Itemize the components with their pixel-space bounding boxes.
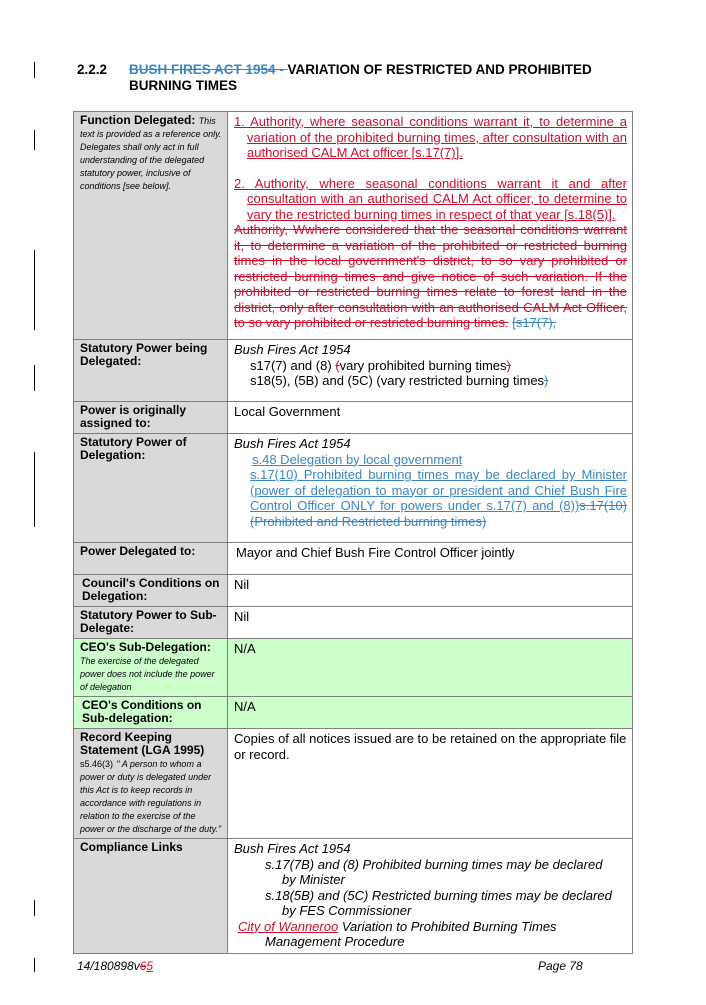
statutory-delegation-value: [228, 434, 633, 543]
delegation-ins-1: s.48 Delegation by local government: [252, 451, 463, 467]
section-heading: [77, 62, 632, 94]
compliance-link-3a[interactable]: Variation to Prohibited Burning Times: [338, 918, 557, 934]
statutory-delegation-label: Statutory Power of Delegation:: [74, 434, 228, 543]
doc-number-prefix: 14/180898v: [77, 959, 140, 973]
statutory-power-line2: s18(5), (5B) and (5C) (vary restricted burning times: [250, 373, 545, 388]
council-conditions-label: Council's Conditions on Delegation:: [74, 575, 228, 607]
ceo-sub-delegation-label-cell: [74, 639, 228, 697]
change-bar: [34, 900, 35, 916]
compliance-value: [228, 839, 633, 954]
change-bar: [34, 250, 35, 330]
heading-title-line2: BURNING TIMES: [129, 78, 237, 93]
delegation-del: s.17(10) (Prohibited and Restricted burning times): [250, 498, 627, 529]
statutory-power-value: [228, 340, 633, 402]
change-bar: [34, 452, 35, 527]
ceo-conditions-label: CEO's Conditions on Sub-delegation:: [74, 697, 228, 729]
ceo-sub-delegation-label: CEO's Sub-Delegation:: [80, 640, 211, 654]
row-power-originally: [74, 402, 633, 434]
change-bar: [34, 130, 35, 150]
power-delegated-to-value: Mayor and Chief Bush Fire Control Officer jointly: [228, 543, 633, 575]
sub-delegate-label: Statutory Power to Sub-Delegate:: [74, 607, 228, 639]
doc-number-deleted: 6: [139, 959, 147, 973]
row-ceo-sub-delegation: [74, 639, 633, 697]
deleted-paren: ): [544, 373, 549, 388]
compliance-act: Bush Fires Act 1954: [234, 841, 351, 856]
function-delegated-note: This text is provided as a reference only. Delegates shall only act in full understanding of the delegated statutory power, inclusive of conditions [see below].: [80, 116, 222, 191]
statutory-power-line1-text: vary prohibited burning times: [339, 357, 507, 373]
deleted-paren: ): [506, 357, 511, 373]
record-keeping-quote: " A person to whom a power or duty is delegated under this Act is to keep records in accordance with regulations in relation to the exercise of the power or the discharge of the duty.": [80, 759, 222, 834]
power-delegated-to-label: Power Delegated to:: [74, 543, 228, 575]
row-compliance: [74, 839, 633, 954]
function-delegated-label: Function Delegated:: [80, 113, 196, 127]
row-sub-delegate: [74, 607, 633, 639]
record-keeping-label: Record Keeping Statement (LGA 1995): [80, 730, 205, 757]
deleted-heading-text: BUSH FIRES ACT 1954 -: [129, 62, 288, 77]
row-ceo-conditions: [74, 697, 633, 729]
row-statutory-delegation: [74, 434, 633, 543]
row-statutory-power: [74, 340, 633, 402]
change-bar: [34, 958, 35, 972]
sub-delegate-value: Nil: [228, 607, 633, 639]
power-originally-value: Local Government: [228, 402, 633, 434]
function-item-2: 2. Authority, where seasonal conditions warrant it and after consultation with an authorised CALM Act officer, to determine to vary the restricted burning times in respect of that year [s.18(5)].: [234, 175, 627, 222]
change-bar: [34, 62, 35, 78]
function-deleted-text: Authority, Wwhere considered that the seasonal conditions warrant it, to determine a variation of the prohibited or restricted burning times in the local government's district, to so vary prohibited or restricted burning times and give notice of such variation. If the prohibited or restricted burning times relate to forest land in the district, only after consultation with an authorised CALM Act Officer, to so vary prohibited or restricted burning times.: [234, 222, 627, 330]
doc-number-inserted: 5: [146, 959, 154, 973]
delegation-ins-2: s.17(10) Prohibited burning times may be declared by Minister (power of delegation to mayor or president and Chief Bush Fire Control Officer ONLY for powers under s.17(7) and (8)): [250, 467, 627, 513]
compliance-link-2a[interactable]: s.18(5B) and (5C) Restricted burning times may be declared: [265, 887, 612, 903]
council-conditions-value: Nil: [228, 575, 633, 607]
compliance-link-1a[interactable]: s.17(7B) and (8) Prohibited burning times may be declared: [265, 856, 603, 872]
statutory-power-label: Statutory Power being Delegated:: [74, 340, 228, 402]
ceo-sub-delegation-note: The exercise of the delegated power does not include the power of delegation: [80, 656, 215, 692]
record-keeping-value: Copies of all notices issued are to be retained on the appropriate file or record.: [228, 729, 633, 839]
heading-title-line1: VARIATION OF RESTRICTED AND PROHIBITED: [287, 62, 592, 77]
power-originally-label: Power is originally assigned to:: [74, 402, 228, 434]
page-number: Page 78: [538, 959, 583, 973]
row-record-keeping: [74, 729, 633, 839]
function-delegated-value: [228, 112, 633, 340]
deleted-paren: (: [335, 357, 340, 373]
ceo-conditions-value: N/A: [228, 697, 633, 729]
ceo-sub-delegation-value: N/A: [228, 639, 633, 697]
function-deleted-ref: [s17(7),: [512, 315, 557, 330]
row-council-conditions: [74, 575, 633, 607]
section-number: 2.2.2: [77, 62, 108, 77]
function-item-1: 1. Authority, where seasonal conditions warrant it, to determine a variation of the prohibited burning times, after consultation with an authorised CALM Act officer [s.17(7)].: [234, 114, 627, 160]
compliance-label: Compliance Links: [74, 839, 228, 954]
row-power-delegated-to: [74, 543, 633, 575]
function-delegated-label-cell: [74, 112, 228, 340]
delegation-table: [73, 111, 633, 954]
statutory-power-act: Bush Fires Act 1954: [234, 342, 351, 357]
statutory-power-line1: s17(7) and (8): [250, 357, 336, 373]
record-keeping-label-cell: [74, 729, 228, 839]
compliance-link-3b[interactable]: Management Procedure: [265, 934, 405, 949]
change-bar: [34, 365, 35, 391]
row-function-delegated: [74, 112, 633, 340]
record-keeping-ref: s5.46(3): [80, 759, 114, 769]
compliance-city-ins: City of Wanneroo: [238, 918, 339, 934]
document-number: [77, 959, 153, 973]
statutory-delegation-act: Bush Fires Act 1954: [234, 436, 351, 451]
compliance-link-2b[interactable]: by FES Commissioner: [282, 903, 412, 918]
compliance-link-1b[interactable]: by Minister: [282, 872, 345, 887]
